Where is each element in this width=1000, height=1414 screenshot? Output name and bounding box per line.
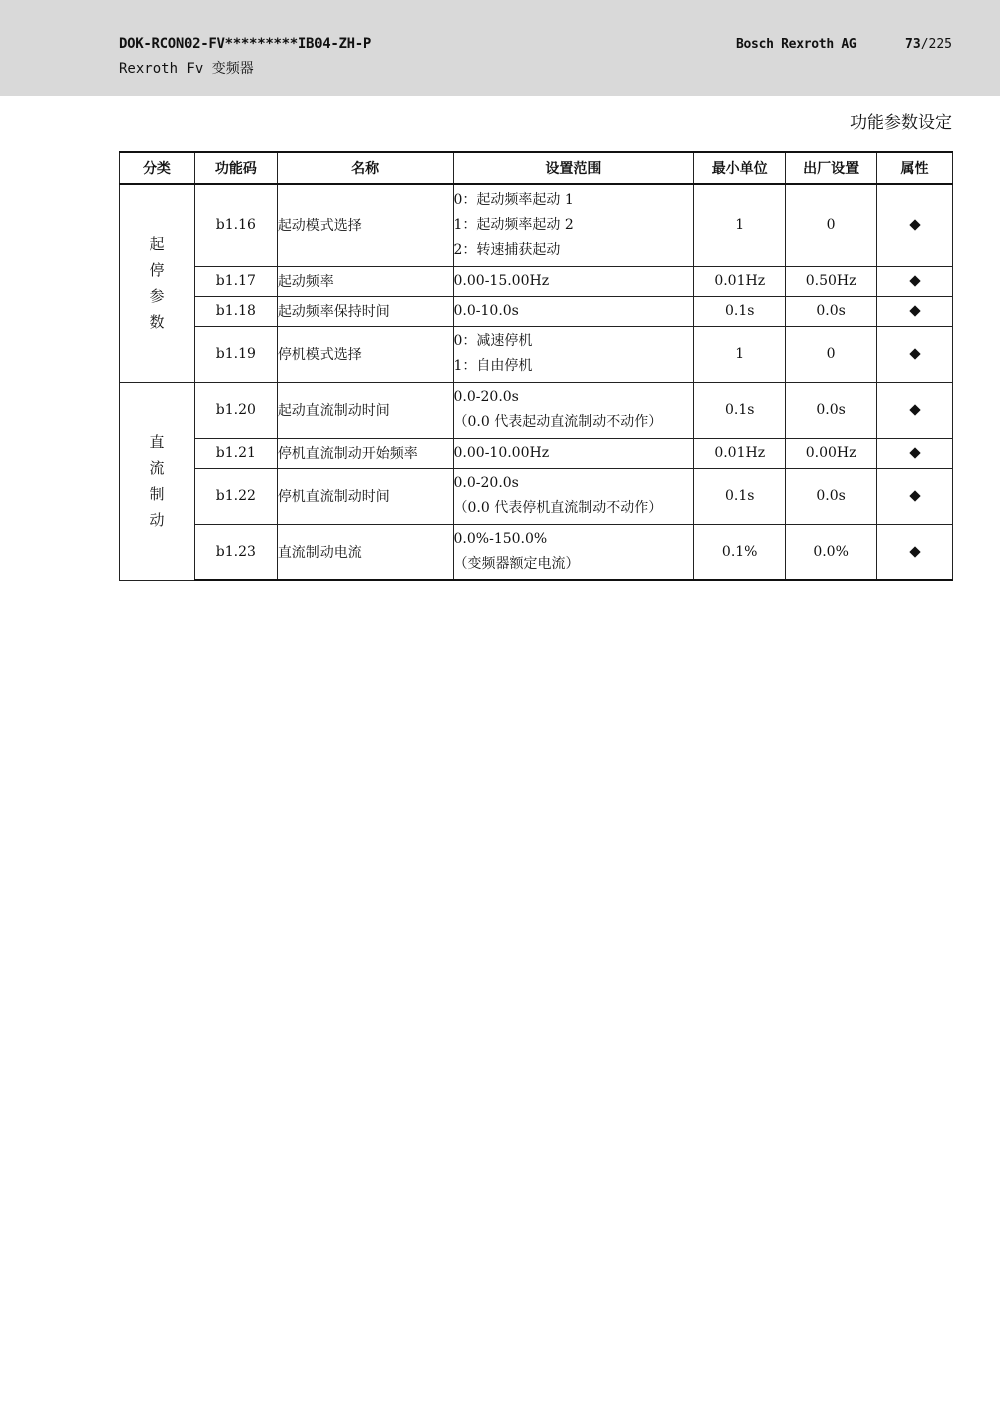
section-title: 功能参数设定 bbox=[850, 113, 952, 133]
category-char: 直 bbox=[149, 433, 165, 451]
param-name: 停机模式选择 bbox=[277, 326, 453, 382]
range-line: 1：自由停机 bbox=[453, 358, 533, 374]
page-number bbox=[905, 37, 952, 52]
category-char: 动 bbox=[149, 511, 165, 529]
attribute-cell bbox=[877, 296, 953, 326]
table-row bbox=[120, 296, 953, 326]
col-header-attribute: 属性 bbox=[877, 152, 953, 184]
range-line: （0.0 代表起动直流制动不动作） bbox=[453, 414, 663, 430]
diamond-icon bbox=[909, 348, 920, 359]
attribute-cell bbox=[877, 382, 953, 438]
min-unit: 0.01Hz bbox=[694, 266, 786, 296]
setting-range bbox=[453, 184, 694, 266]
diamond-icon bbox=[909, 305, 920, 316]
table-row bbox=[120, 468, 953, 524]
attribute-cell bbox=[877, 184, 953, 266]
attribute-cell bbox=[877, 326, 953, 382]
param-name: 直流制动电流 bbox=[277, 524, 453, 580]
table-header-row bbox=[120, 152, 953, 184]
setting-range bbox=[453, 438, 694, 468]
category-char: 流 bbox=[149, 459, 165, 477]
category-cell bbox=[120, 382, 195, 580]
attribute-cell bbox=[877, 266, 953, 296]
range-line: 0.00-15.00Hz bbox=[453, 272, 550, 289]
diamond-icon bbox=[909, 404, 920, 415]
table-row bbox=[120, 382, 953, 438]
min-unit: 0.1s bbox=[694, 468, 786, 524]
setting-range bbox=[453, 326, 694, 382]
category-char: 起 bbox=[149, 235, 165, 254]
function-code: b1.18 bbox=[194, 296, 277, 326]
document-id: DOK-RCON02-FV*********IB04-ZH-P bbox=[119, 36, 371, 52]
range-line: 2：转速捕获起动 bbox=[453, 241, 561, 258]
min-unit: 0.1s bbox=[694, 382, 786, 438]
category-cell bbox=[120, 184, 195, 382]
range-line: （变频器额定电流） bbox=[453, 555, 580, 572]
range-line: 0.0-20.0s bbox=[453, 389, 519, 405]
min-unit: 1 bbox=[694, 184, 786, 266]
range-line: 0.0-20.0s bbox=[453, 475, 519, 491]
param-name: 起动频率 bbox=[277, 266, 453, 296]
param-name: 起动直流制动时间 bbox=[277, 382, 453, 438]
range-line: 0.00-10.00Hz bbox=[453, 444, 550, 461]
min-unit: 0.1s bbox=[694, 296, 786, 326]
factory-default: 0.0s bbox=[786, 468, 877, 524]
diamond-icon bbox=[909, 546, 920, 557]
parameter-table bbox=[119, 151, 953, 581]
factory-default: 0.0s bbox=[786, 382, 877, 438]
setting-range bbox=[453, 468, 694, 524]
col-header-name: 名称 bbox=[277, 152, 453, 184]
min-unit: 1 bbox=[694, 326, 786, 382]
attribute-cell bbox=[877, 468, 953, 524]
range-line: 0：减速停机 bbox=[453, 333, 533, 349]
setting-range bbox=[453, 266, 694, 296]
company-name: Bosch Rexroth AG bbox=[736, 37, 857, 52]
table-row bbox=[120, 184, 953, 266]
function-code: b1.22 bbox=[194, 468, 277, 524]
table-row bbox=[120, 266, 953, 296]
function-code: b1.19 bbox=[194, 326, 277, 382]
setting-range bbox=[453, 296, 694, 326]
factory-default: 0 bbox=[786, 184, 877, 266]
function-code: b1.16 bbox=[194, 184, 277, 266]
range-line: （0.0 代表停机直流制动不动作） bbox=[453, 500, 663, 516]
diamond-icon bbox=[909, 490, 920, 501]
param-name: 起动模式选择 bbox=[277, 184, 453, 266]
category-char: 数 bbox=[149, 313, 165, 332]
attribute-cell bbox=[877, 438, 953, 468]
category-char: 参 bbox=[149, 287, 165, 306]
page-current: 73 bbox=[905, 37, 921, 52]
table-row bbox=[120, 326, 953, 382]
col-header-code: 功能码 bbox=[194, 152, 277, 184]
param-name: 停机直流制动时间 bbox=[277, 468, 453, 524]
table-row bbox=[120, 438, 953, 468]
page-header bbox=[0, 0, 1000, 96]
product-name: Rexroth Fv 变频器 bbox=[119, 61, 254, 77]
diamond-icon bbox=[909, 275, 920, 286]
function-code: b1.17 bbox=[194, 266, 277, 296]
function-code: b1.21 bbox=[194, 438, 277, 468]
setting-range bbox=[453, 382, 694, 438]
col-header-min-unit: 最小单位 bbox=[694, 152, 786, 184]
setting-range bbox=[453, 524, 694, 580]
range-line: 0.0%-150.0% bbox=[453, 530, 548, 547]
table-row bbox=[120, 524, 953, 580]
category-char: 停 bbox=[149, 261, 165, 280]
page-total: /225 bbox=[920, 37, 952, 52]
param-name: 起动频率保持时间 bbox=[277, 296, 453, 326]
col-header-range: 设置范围 bbox=[453, 152, 694, 184]
param-name: 停机直流制动开始频率 bbox=[277, 438, 453, 468]
range-line: 0：起动频率起动 1 bbox=[453, 191, 574, 208]
factory-default: 0.50Hz bbox=[786, 266, 877, 296]
min-unit: 0.01Hz bbox=[694, 438, 786, 468]
attribute-cell bbox=[877, 524, 953, 580]
category-char: 制 bbox=[149, 485, 165, 503]
range-line: 1：起动频率起动 2 bbox=[453, 216, 574, 233]
factory-default: 0.0% bbox=[786, 524, 877, 580]
diamond-icon bbox=[909, 447, 920, 458]
factory-default: 0 bbox=[786, 326, 877, 382]
col-header-category: 分类 bbox=[120, 152, 195, 184]
min-unit: 0.1% bbox=[694, 524, 786, 580]
col-header-default: 出厂设置 bbox=[786, 152, 877, 184]
range-line: 0.0-10.0s bbox=[453, 302, 519, 319]
function-code: b1.20 bbox=[194, 382, 277, 438]
factory-default: 0.00Hz bbox=[786, 438, 877, 468]
factory-default: 0.0s bbox=[786, 296, 877, 326]
function-code: b1.23 bbox=[194, 524, 277, 580]
diamond-icon bbox=[909, 220, 920, 231]
